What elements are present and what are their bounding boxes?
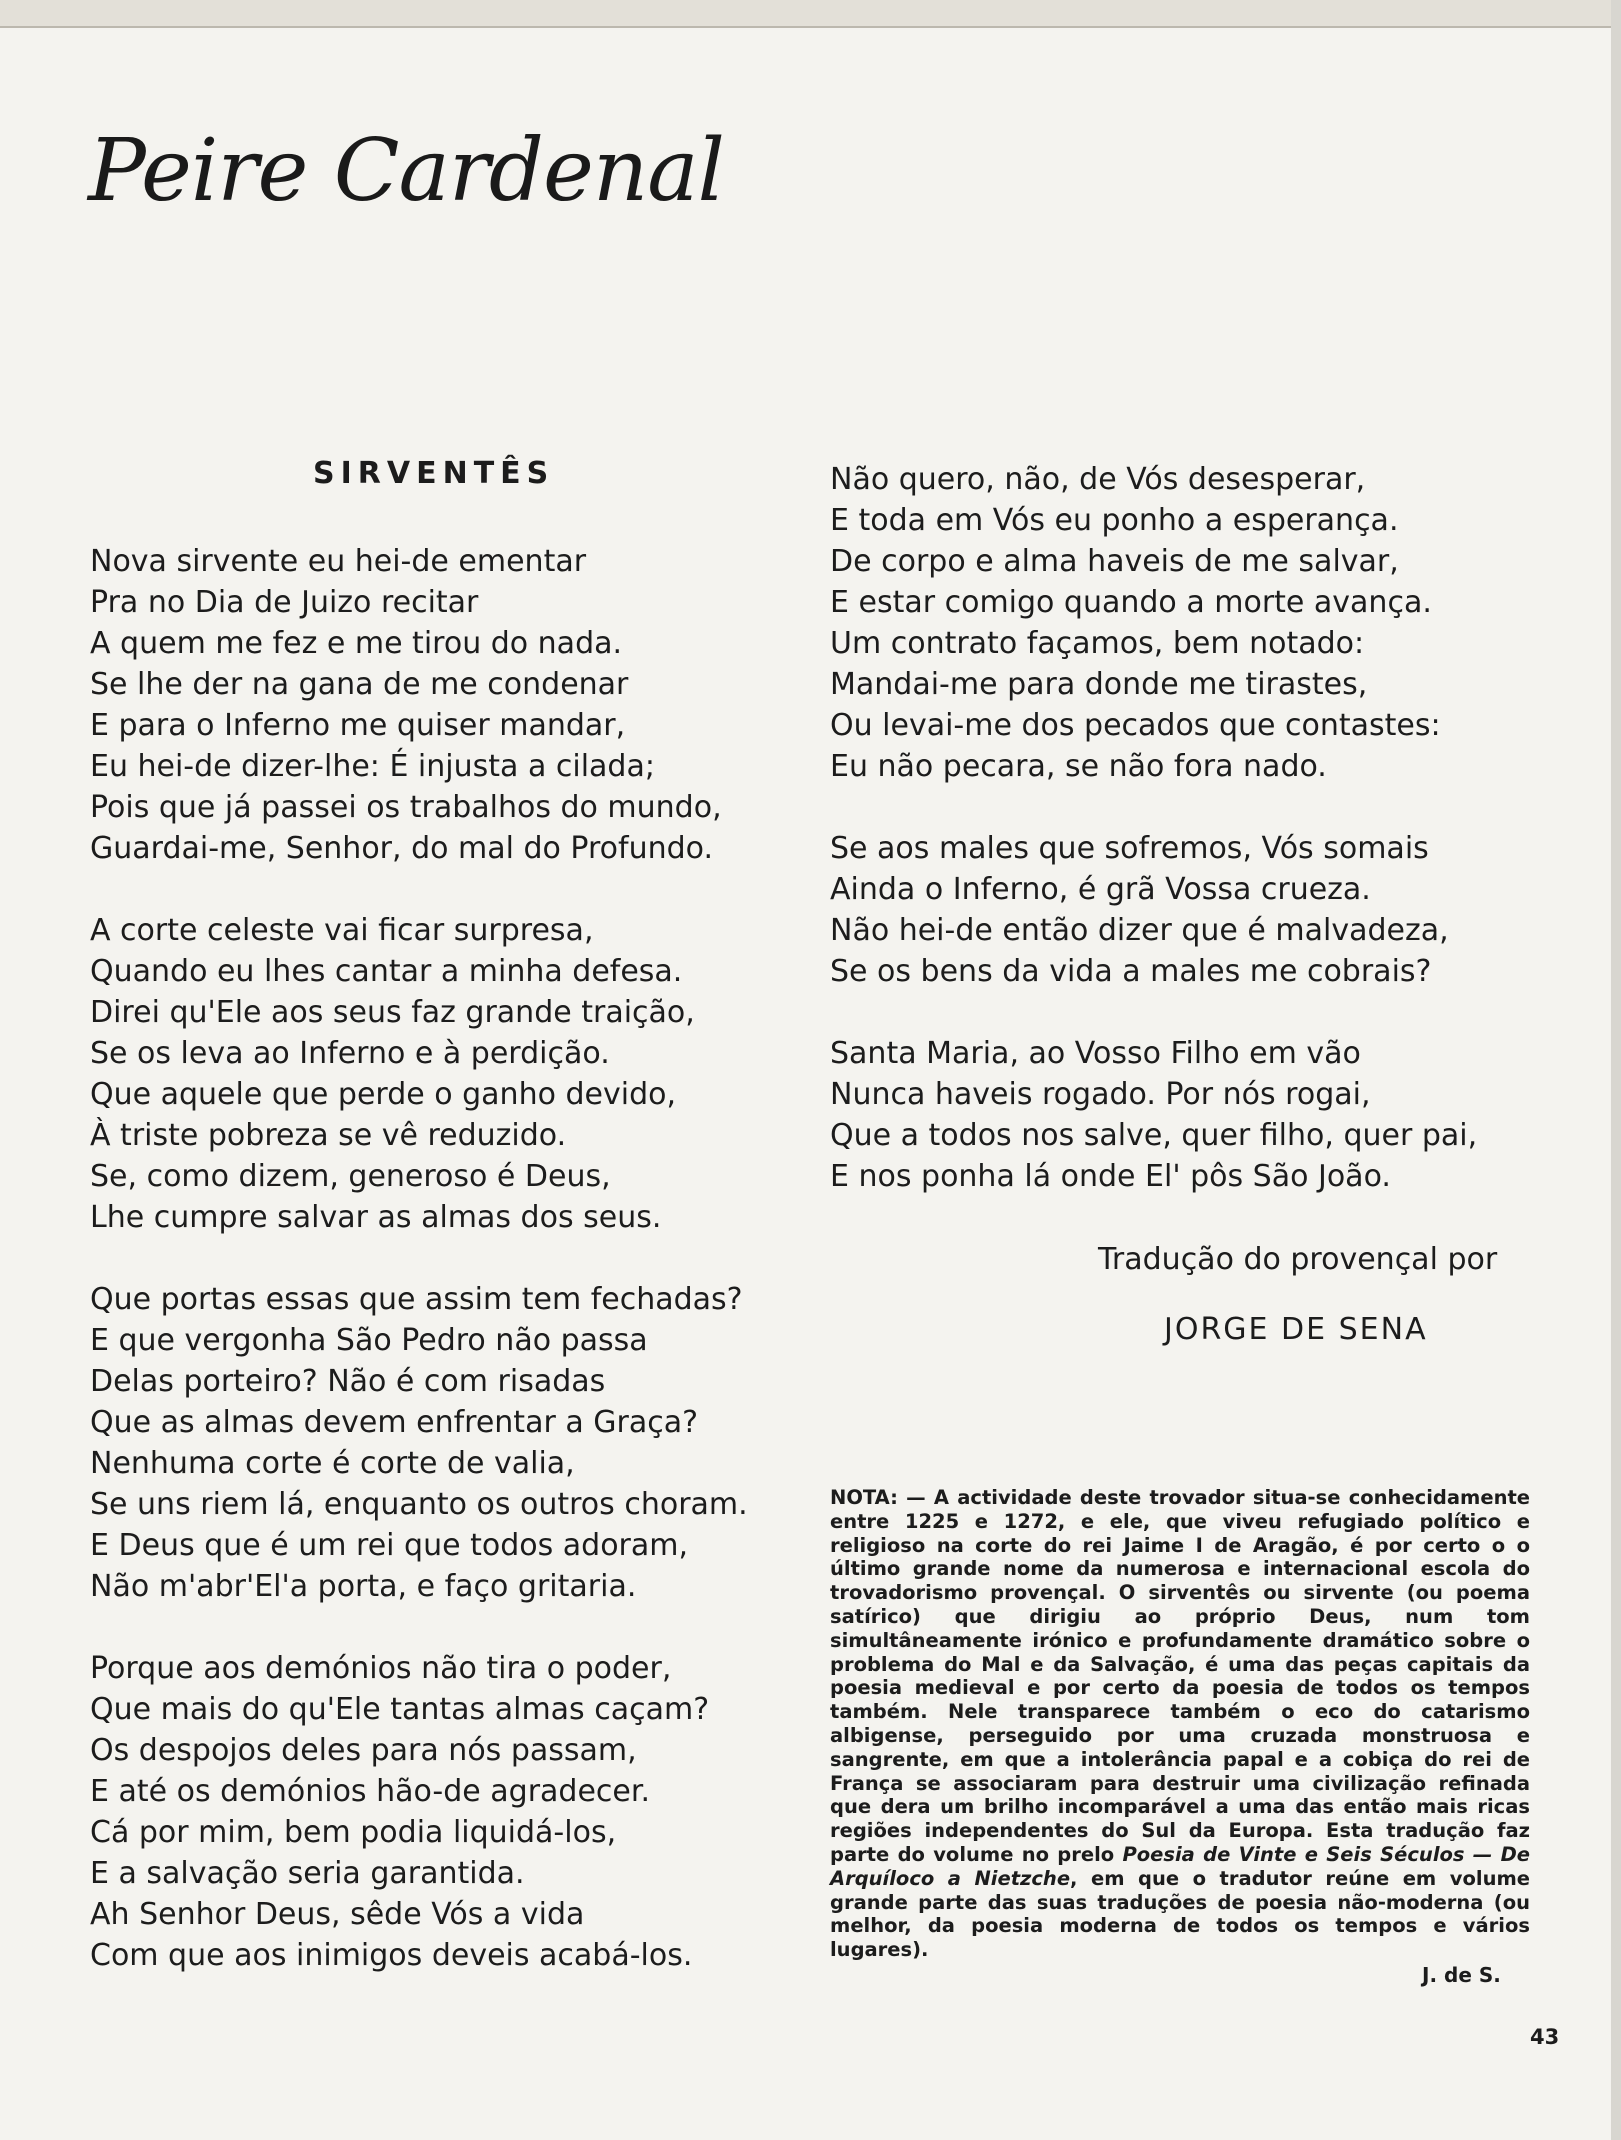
poem-line: Eu hei-de dizer-lhe: É injusta a cilada; [90,749,655,784]
poem-line: Se os leva ao Inferno e à perdição. [90,1036,610,1071]
poem-line: E nos ponha lá onde El' pôs São João. [830,1159,1391,1194]
poem-line: Se os bens da vida a males me cobrais? [830,954,1432,989]
page-number: 43 [1530,2025,1560,2049]
poem-line: A corte celeste vai ficar surpresa, [90,913,594,948]
footnote-text: NOTA: — A actividade deste trovador situa-se conhecidamente entre 1225 e 1272, e ele, que viveu refugiado político e religioso na corte do rei Jaime I de Aragão, é por certo o o último grande nome da numerosa e internacional escola do trovadorismo provençal. O sirventês ou sirvente (ou poema satírico) que dirigiu ao próprio Deus, num tom simultâneamente irónico e profundamente dramático sobre o problema do Mal e da Salvação, é uma das peças capitais da poesia medieval e por certo da poesia de todos os tempos também. Nele transparece também o eco do catarismo albigense, perseguido por uma cruzada monstruosa e sangrente, em que a intolerância papal e a cobiça do rei de França se associaram para destruir uma civilização refinada que dera um brilho incomparável a uma das então mais ricas regiões independentes do Sul da Europa. Esta tradução faz parte do volume no prelo [830,1486,1530,1866]
poem-line: Que mais do qu'Ele tantas almas caçam? [90,1692,710,1727]
poem-line: Se uns riem lá, enquanto os outros choram. [90,1487,748,1522]
footnote-text-end: , em que o tradutor reúne em volume grande parte das suas traduções de poesia não-moderna (ou melhor, da poesia moderna de todos os tempos e vários lugares). [830,1866,1530,1962]
poem-line: E até os demónios hão-de agradecer. [90,1774,650,1809]
footnote-signature: J. de S. [1422,1963,1501,1987]
stanza [830,1033,1530,1197]
poem-line: Não m'abr'El'a porta, e faço gritaria. [90,1569,637,1604]
poem-line: Pois que já passei os trabalhos do mundo, [90,790,722,825]
poem-line: Ah Senhor Deus, sêde Vós a vida [90,1897,585,1932]
poem-line: Direi qu'Ele aos seus faz grande traição, [90,995,695,1030]
poem-line: Pra no Dia de Juizo recitar [90,585,479,620]
poem-line: À triste pobreza se vê reduzido. [90,1118,567,1153]
poem-heading: SIRVENTÊS [313,456,555,491]
poem-line: Quando eu lhes cantar a minha defesa. [90,954,683,989]
poem-line: E para o Inferno me quiser mandar, [90,708,626,743]
poem-line: Santa Maria, ao Vosso Filho em vão [830,1036,1361,1071]
stanza [90,1648,810,1976]
poem-line: Nenhuma corte é corte de valia, [90,1446,575,1481]
poem-line: Um contrato façamos, bem notado: [830,626,1365,661]
poem-line: Que portas essas que assim tem fechadas? [90,1282,743,1317]
poem-line: E estar comigo quando a morte avança. [830,585,1432,620]
poem-line: Com que aos inimigos deveis acabá-los. [90,1938,693,1973]
poem-line: Não hei-de então dizer que é malvadeza, [830,913,1449,948]
stanza [90,1279,810,1607]
poem-line: Ou levai-me dos pecados que contastes: [830,708,1441,743]
poem-line: Se, como dizem, generoso é Deus, [90,1159,611,1194]
poem-line: Porque aos demónios não tira o poder, [90,1651,672,1686]
poem-line: E toda em Vós eu ponho a esperança. [830,503,1399,538]
poem-line: Cá por mim, bem podia liquidá-los, [90,1815,617,1850]
poem-line: E a salvação seria garantida. [90,1856,525,1891]
poem-line: Se lhe der na gana de me condenar [90,667,629,702]
stanza [830,828,1530,992]
poem-column-right [830,459,1530,1238]
poem-line: E Deus que é um rei que todos adoram, [90,1528,689,1563]
poem-line: Guardai-me, Senhor, do mal do Profundo. [90,831,714,866]
poem-line: Lhe cumpre salvar as almas dos seus. [90,1200,662,1235]
poem-line: Delas porteiro? Não é com risadas [90,1364,606,1399]
book-title: Poesia de Vinte e Seis Séculos — De Arquíloco a Nietzche [830,1842,1530,1890]
poem-line: Eu não pecara, se não fora nado. [830,749,1327,784]
poem-line: Que as almas devem enfrentar a Graça? [90,1405,699,1440]
poem-line: Os despojos deles para nós passam, [90,1733,637,1768]
poem-line: Que a todos nos salve, quer filho, quer pai, [830,1118,1478,1153]
poem-line: Se aos males que sofremos, Vós somais [830,831,1429,866]
poem-line: De corpo e alma haveis de me salvar, [830,544,1399,579]
translation-credit: Tradução do provençal por [1098,1242,1498,1277]
footnote [830,1486,1530,1962]
poem-line: A quem me fez e me tirou do nada. [90,626,623,661]
poem-line: Mandai-me para donde me tirastes, [830,667,1368,702]
stanza [90,910,810,1238]
poem-line: E que vergonha São Pedro não passa [90,1323,648,1358]
page-title: Peire Cardenal [88,121,725,221]
stanza [830,459,1530,787]
stanza [90,541,810,869]
poem-line: Nunca haveis rogado. Por nós rogai, [830,1077,1371,1112]
poem-line: Que aquele que perde o ganho devido, [90,1077,676,1112]
poem-line: Nova sirvente eu hei-de ementar [90,544,587,579]
translator-name: JORGE DE SENA [1164,1312,1428,1347]
poem-line: Não quero, não, de Vós desesperar, [830,462,1366,497]
poem-line: Ainda o Inferno, é grã Vossa crueza. [830,872,1371,907]
poem-column-left [90,541,810,2017]
